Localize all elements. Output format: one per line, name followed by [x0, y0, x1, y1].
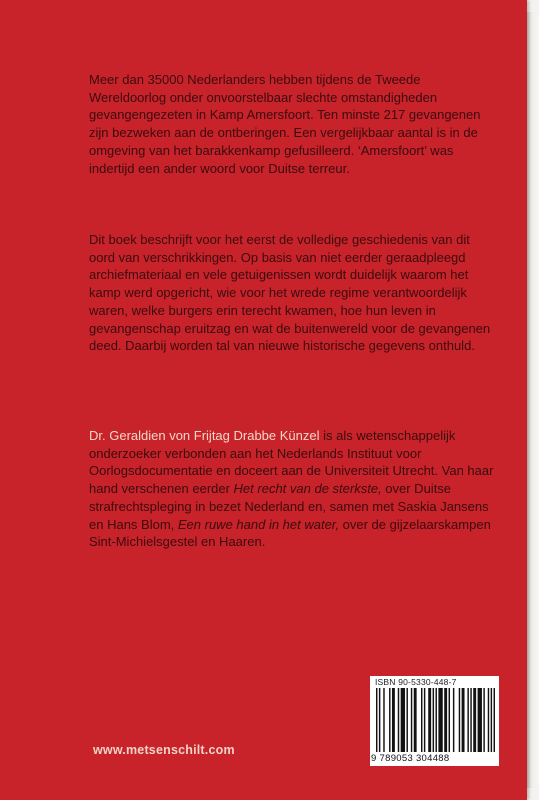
isbn-text: ISBN 90-5330-448-7	[375, 677, 457, 687]
page-block-edge	[527, 12, 539, 788]
author-bio-part-3: over de gijzelaarskampen Sint-Michielsgestel en Haaren.	[89, 516, 491, 550]
book-title-1: Het recht van de sterkste,	[233, 481, 382, 497]
publisher-url: www.metsenschilt.com	[93, 743, 235, 757]
barcode-digits: 9 789053 304488	[371, 753, 450, 764]
author-bio	[89, 427, 499, 551]
author-bio-part-1: is als wetenschappelijk onderzoeker verbonden aan het Nederlands Instituut voor Oorlogsdocumentatie en doceert aan de Universiteit Utrecht. Van haar hand verschenen eerder	[89, 428, 494, 497]
author-name: Dr. Geraldien von Frijtag Drabbe Künzel	[89, 428, 320, 443]
barcode-bars	[376, 688, 495, 752]
blurb-paragraph-1: Meer dan 35000 Nederlanders hebben tijdens de Tweede Wereldoorlog onder onvoorstelbaar slechte omstandigheden gevangengezeten in Kamp Amersfoort. Ten minste 217 gevangenen zijn bezweken aan de ontberingen. Een vergelijkbaar aantal is in de omgeving van het barakkenkamp gefusilleerd. ‘Amersfoort’ was indertijd een ander woord voor Duitse terreur.	[89, 72, 481, 176]
author-bio-part-2: over Duitse strafrechtspleging in bezet Nederland en, samen met Saskia Jansens en Hans Blom,	[89, 481, 489, 532]
blurb-paragraph-2: Dit boek beschrijft voor het eerst de volledige geschiedenis van dit oord van verschrikkingen. Op basis van niet eerder geraadpleegd archiefmateriaal en vele getuigenissen wordt duidelijk waarom het kamp werd opgericht, wie voor het wrede regime verantwoordelijk waren, welke burgers erin terecht kwamen, hoe hun leven in gevangenschap eruitzag en wat de buitenwereld voor de gevangenen deed. Daarbij worden tal van nieuwe historische gegevens onthuld.	[89, 232, 491, 354]
book-title-2: Een ruwe hand in het water,	[177, 516, 340, 532]
